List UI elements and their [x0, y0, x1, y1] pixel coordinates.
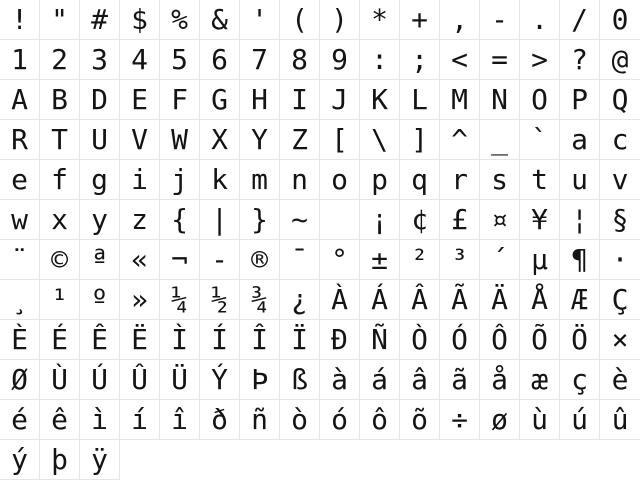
glyph-cell: ` — [520, 120, 560, 160]
glyph-cell: È — [0, 320, 40, 360]
glyph-cell: ñ — [240, 400, 280, 440]
glyph-cell: ' — [240, 0, 280, 40]
glyph-cell: ¬ — [160, 240, 200, 280]
glyph-cell: Z — [280, 120, 320, 160]
glyph-cell: Ð — [320, 320, 360, 360]
glyph-cell: Ê — [80, 320, 120, 360]
glyph-cell: ó — [320, 400, 360, 440]
glyph-cell: â — [400, 360, 440, 400]
glyph-cell: ý — [0, 440, 40, 480]
glyph-cell: u — [560, 160, 600, 200]
glyph-cell: ¿ — [280, 280, 320, 320]
glyph-cell: H — [240, 80, 280, 120]
glyph-cell: K — [360, 80, 400, 120]
glyph-cell: í — [120, 400, 160, 440]
glyph-cell: á — [360, 360, 400, 400]
glyph-cell: ã — [440, 360, 480, 400]
glyph-cell: ¶ — [560, 240, 600, 280]
glyph-cell: ® — [240, 240, 280, 280]
glyph-cell: Å — [520, 280, 560, 320]
glyph-cell: < — [440, 40, 480, 80]
glyph-cell: M — [440, 80, 480, 120]
glyph-cell: 7 — [240, 40, 280, 80]
glyph-cell: @ — [600, 40, 640, 80]
glyph-cell: & — [200, 0, 240, 40]
glyph-cell: 6 — [200, 40, 240, 80]
glyph-cell: ê — [40, 400, 80, 440]
glyph-cell: y — [80, 200, 120, 240]
glyph-cell: Q — [600, 80, 640, 120]
glyph-cell: ´ — [480, 240, 520, 280]
glyph-cell: ! — [0, 0, 40, 40]
glyph-cell: - — [480, 0, 520, 40]
glyph-cell: " — [40, 0, 80, 40]
glyph-cell: Ä — [480, 280, 520, 320]
glyph-cell: ? — [560, 40, 600, 80]
glyph-cell: ð — [200, 400, 240, 440]
glyph-cell: µ — [520, 240, 560, 280]
glyph-cell: § — [600, 200, 640, 240]
glyph-cell: O — [520, 80, 560, 120]
glyph-cell: I — [280, 80, 320, 120]
glyph-cell: N — [480, 80, 520, 120]
glyph-cell: c — [600, 120, 640, 160]
glyph-cell: ¥ — [520, 200, 560, 240]
glyph-cell: ÷ — [440, 400, 480, 440]
glyph-cell: ~ — [280, 200, 320, 240]
glyph-cell: = — [480, 40, 520, 80]
glyph-cell: 5 — [160, 40, 200, 80]
glyph-cell: ^ — [440, 120, 480, 160]
glyph-cell: { — [160, 200, 200, 240]
glyph-cell: Á — [360, 280, 400, 320]
glyph-cell: j — [160, 160, 200, 200]
glyph-cell: ¦ — [560, 200, 600, 240]
glyph-cell: ù — [520, 400, 560, 440]
glyph-cell: ³ — [440, 240, 480, 280]
glyph-cell: ¸ — [0, 280, 40, 320]
glyph-cell: ¹ — [40, 280, 80, 320]
glyph-cell: g — [80, 160, 120, 200]
glyph-cell: e — [0, 160, 40, 200]
glyph-cell: à — [320, 360, 360, 400]
glyph-cell: Ì — [160, 320, 200, 360]
glyph-cell: n — [280, 160, 320, 200]
glyph-cell: + — [400, 0, 440, 40]
glyph-cell: ¼ — [160, 280, 200, 320]
glyph-cell: ¾ — [240, 280, 280, 320]
glyph-cell: Û — [120, 360, 160, 400]
glyph-cell: r — [440, 160, 480, 200]
glyph-cell: ¤ — [480, 200, 520, 240]
glyph-cell: À — [320, 280, 360, 320]
glyph-cell: Ý — [200, 360, 240, 400]
glyph-cell: 4 — [120, 40, 160, 80]
glyph-cell: û — [600, 400, 640, 440]
glyph-cell: ° — [320, 240, 360, 280]
glyph-cell: R — [0, 120, 40, 160]
glyph-cell: º — [80, 280, 120, 320]
glyph-cell: ß — [280, 360, 320, 400]
glyph-cell: Í — [200, 320, 240, 360]
glyph-cell: 8 — [280, 40, 320, 80]
glyph-cell: ) — [320, 0, 360, 40]
glyph-cell: õ — [400, 400, 440, 440]
glyph-cell: þ — [40, 440, 80, 480]
glyph-cell: T — [40, 120, 80, 160]
glyph-cell: « — [120, 240, 160, 280]
glyph-cell: } — [240, 200, 280, 240]
glyph-cell: Ó — [440, 320, 480, 360]
glyph-cell: é — [0, 400, 40, 440]
glyph-cell: Ë — [120, 320, 160, 360]
glyph-cell: t — [520, 160, 560, 200]
glyph-cell: # — [80, 0, 120, 40]
glyph-cell: i — [120, 160, 160, 200]
glyph-cell: ; — [400, 40, 440, 80]
glyph-cell: ] — [400, 120, 440, 160]
glyph-cell: W — [160, 120, 200, 160]
glyph-cell: æ — [520, 360, 560, 400]
glyph-cell: ¡ — [360, 200, 400, 240]
glyph-cell: Ã — [440, 280, 480, 320]
glyph-cell: ½ — [200, 280, 240, 320]
glyph-cell: Ü — [160, 360, 200, 400]
glyph-cell: Ò — [400, 320, 440, 360]
glyph-cell: m — [240, 160, 280, 200]
glyph-cell: 1 — [0, 40, 40, 80]
glyph-cell: P — [560, 80, 600, 120]
glyph-cell: k — [200, 160, 240, 200]
glyph-cell: [ — [320, 120, 360, 160]
glyph-cell: 3 — [80, 40, 120, 80]
glyph-cell: Ö — [560, 320, 600, 360]
glyph-cell: Ù — [40, 360, 80, 400]
glyph-cell: Â — [400, 280, 440, 320]
glyph-cell: î — [160, 400, 200, 440]
glyph-cell: U — [80, 120, 120, 160]
glyph-cell: ô — [360, 400, 400, 440]
glyph-cell: _ — [480, 120, 520, 160]
glyph-cell: Æ — [560, 280, 600, 320]
glyph-cell: ì — [80, 400, 120, 440]
glyph-cell: p — [360, 160, 400, 200]
glyph-cell: ¯ — [280, 240, 320, 280]
glyph-cell: o — [320, 160, 360, 200]
glyph-cell: E — [120, 80, 160, 120]
glyph-cell: z — [120, 200, 160, 240]
glyph-cell: > — [520, 40, 560, 80]
glyph-cell: % — [160, 0, 200, 40]
glyph-cell: , — [440, 0, 480, 40]
glyph-cell: ø — [480, 400, 520, 440]
glyph-cell: . — [520, 0, 560, 40]
glyph-cell: 9 — [320, 40, 360, 80]
glyph-cell: L — [400, 80, 440, 120]
glyph-cell: Ô — [480, 320, 520, 360]
glyph-cell: Õ — [520, 320, 560, 360]
glyph-cell: ç — [560, 360, 600, 400]
glyph-cell: V — [120, 120, 160, 160]
glyph-cell: \ — [360, 120, 400, 160]
glyph-cell: v — [600, 160, 640, 200]
glyph-cell: Ø — [0, 360, 40, 400]
glyph-cell: Þ — [240, 360, 280, 400]
glyph-cell: Ñ — [360, 320, 400, 360]
glyph-cell: s — [480, 160, 520, 200]
glyph-cell: Y — [240, 120, 280, 160]
glyph-cell: w — [0, 200, 40, 240]
glyph-cell: ² — [400, 240, 440, 280]
glyph-cell: © — [40, 240, 80, 280]
glyph-cell: ú — [560, 400, 600, 440]
glyph-cell: å — [480, 360, 520, 400]
glyph-cell: X — [200, 120, 240, 160]
glyph-cell: J — [320, 80, 360, 120]
glyph-cell: É — [40, 320, 80, 360]
glyph-cell: » — [120, 280, 160, 320]
glyph-cell-blank — [320, 200, 360, 240]
glyph-cell: ÿ — [80, 440, 120, 480]
glyph-cell: f — [40, 160, 80, 200]
glyph-cell: A — [0, 80, 40, 120]
glyph-cell: | — [200, 200, 240, 240]
glyph-cell: ª — [80, 240, 120, 280]
glyph-cell: è — [600, 360, 640, 400]
glyph-cell: Ï — [280, 320, 320, 360]
glyph-cell: · — [600, 240, 640, 280]
glyph-cell: Ú — [80, 360, 120, 400]
glyph-cell: Ç — [600, 280, 640, 320]
glyph-cell: / — [560, 0, 600, 40]
glyph-cell: $ — [120, 0, 160, 40]
glyph-cell: a — [560, 120, 600, 160]
glyph-cell: × — [600, 320, 640, 360]
glyph-cell: q — [400, 160, 440, 200]
glyph-cell: * — [360, 0, 400, 40]
glyph-cell: ¢ — [400, 200, 440, 240]
glyph-cell: B — [40, 80, 80, 120]
glyph-cell: £ — [440, 200, 480, 240]
glyph-cell: F — [160, 80, 200, 120]
glyph-cell: x — [40, 200, 80, 240]
glyph-cell: ¨ — [0, 240, 40, 280]
glyph-cell: ± — [360, 240, 400, 280]
glyph-cell: D — [80, 80, 120, 120]
glyph-cell: ( — [280, 0, 320, 40]
glyph-cell: - — [200, 240, 240, 280]
glyph-cell: G — [200, 80, 240, 120]
glyph-cell: Î — [240, 320, 280, 360]
glyph-cell: 2 — [40, 40, 80, 80]
glyph-cell: 0 — [600, 0, 640, 40]
glyph-cell: ò — [280, 400, 320, 440]
glyph-cell: : — [360, 40, 400, 80]
